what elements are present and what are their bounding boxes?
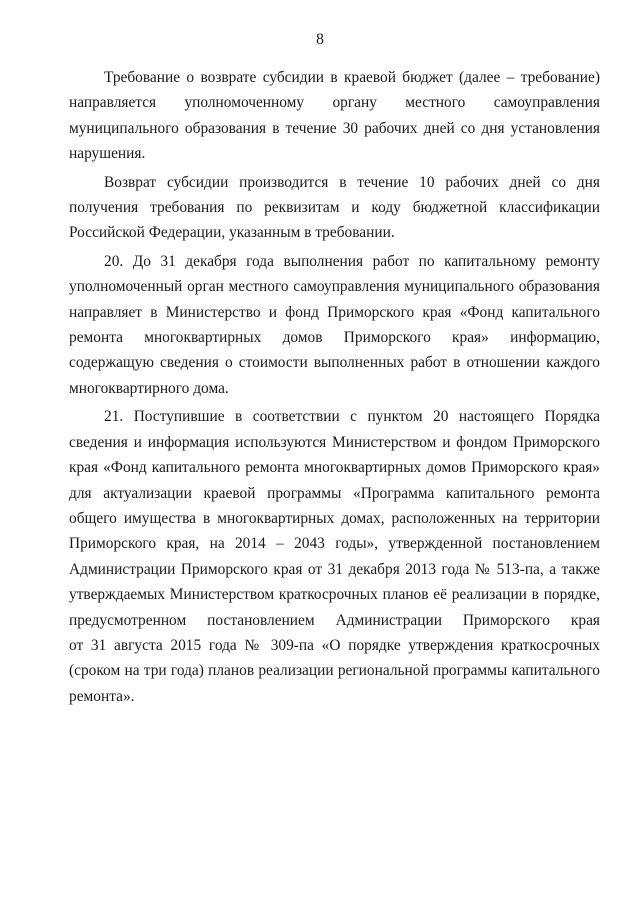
text-line: Российской Федерации, указанным в требовании. [69,224,395,242]
text-line: Требование о возврате субсидии в краевой бюджет (далее – требование) [104,69,600,86]
text-line: от 31 августа 2015 года № 309-па «О порядке утверждения краткосрочных [69,636,600,654]
text-line: 21. Поступившие в соответствии с пунктом 20 настоящего Порядка [104,408,600,426]
text-line: 20. До 31 декабря года выполнения работ по капитальному ремонту [104,252,600,270]
text-line: получения требования по реквизитам и коду бюджетной классификации [69,199,600,217]
paragraph-item-20 [69,249,600,401]
paragraph-refund-term [69,170,600,246]
text-line: предусмотренном постановлением Администрации Приморского края [69,611,600,629]
paragraph-item-21 [69,404,600,709]
text-line: (сроком на три года) планов реализации региональной программы капитального [69,662,600,680]
text-line: направляется уполномоченному органу местного самоуправления [69,94,600,112]
text-line: ремонта». [69,687,135,705]
text-line: для актуализации краевой программы «Программа капитального ремонта [69,484,600,502]
text-line: Возврат субсидии производится в течение 10 рабочих дней со дня [104,173,600,191]
text-line: Администрации Приморского края от 31 декабря 2013 года № 513-па, а также [69,560,600,578]
paragraph-refund-requirement [69,65,600,167]
text-line: содержащую сведения о стоимости выполненных работ в отношении каждого [69,354,600,372]
text-line: нарушения. [69,145,146,163]
text-line: утверждаемых Министерством краткосрочных планов её реализации в порядке, [69,586,600,604]
document-body [69,65,600,709]
text-line: многоквартирного дома. [69,379,229,397]
text-line: края «Фонд капитального ремонта многоквартирных домов Приморского края» [69,459,600,477]
text-line: общего имущества в многоквартирных домах, расположенных на территории [69,509,600,527]
text-line: Приморского края, на 2014 – 2043 годы», утвержденной постановлением [69,535,600,553]
text-line: уполномоченный орган местного самоуправления муниципального образования [69,278,600,296]
text-line: ремонта многоквартирных домов Приморского края» информацию, [69,329,600,347]
text-line: сведения и информация используются Министерством и фондом Приморского [69,433,600,451]
text-line: направляет в Министерство и фонд Приморского края «Фонд капитального [69,303,600,321]
text-line: муниципального образования в течение 30 рабочих дней со дня установления [69,119,600,137]
page-number: 8 [316,31,324,48]
